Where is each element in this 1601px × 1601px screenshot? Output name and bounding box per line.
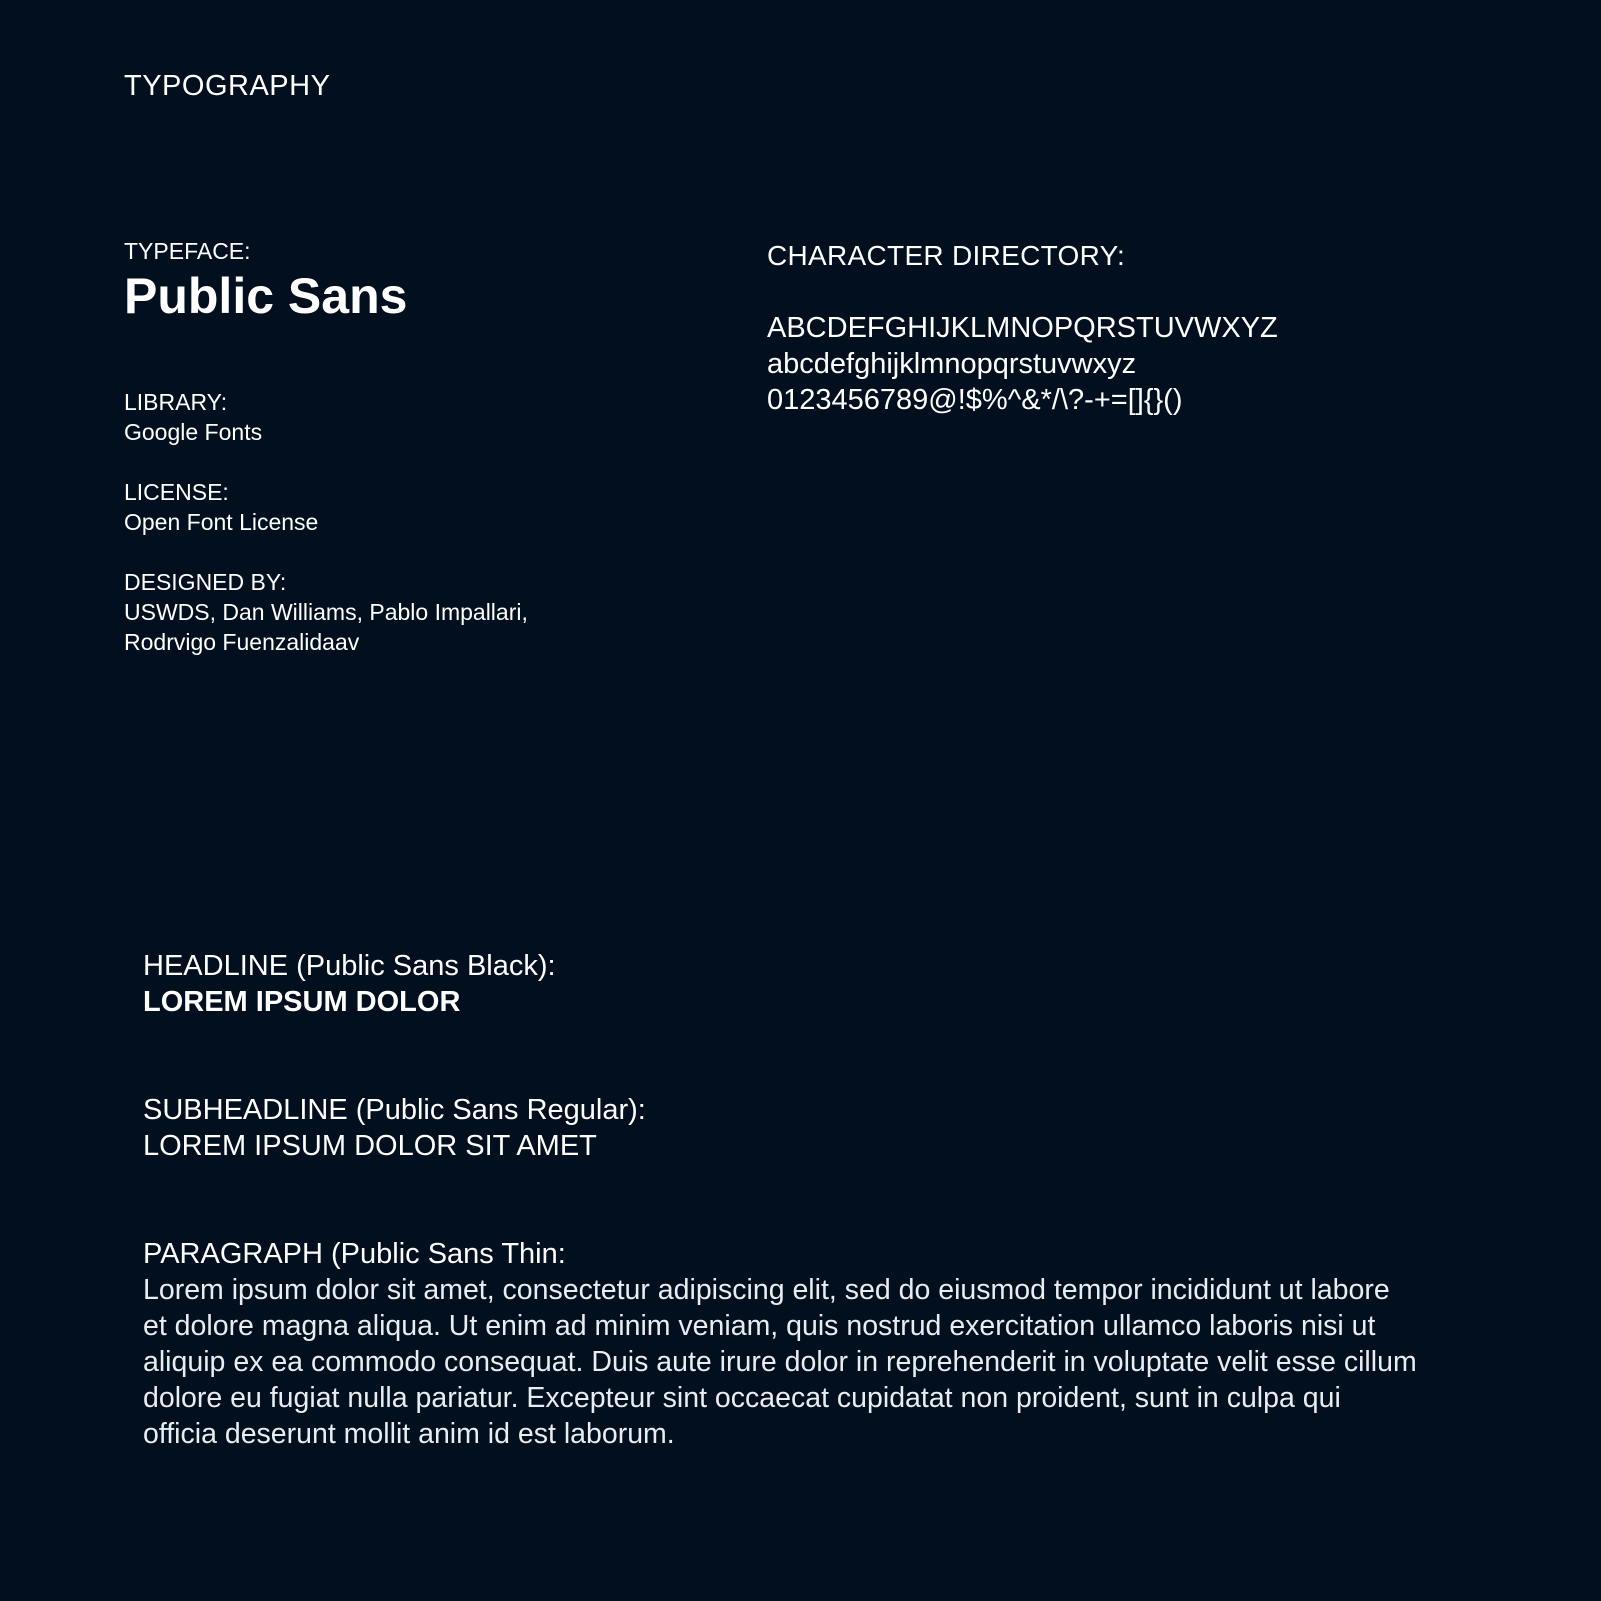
paragraph-sample: Lorem ipsum dolor sit amet, consectetur adipiscing elit, sed do eiusmod tempor incididunt ut labore et dolore magna aliqua. Ut enim ad minim veniam, quis nostrud exercitation ullamco laboris nisi ut aliquip ex ea commodo consequat. Duis aute irure dolor in reprehenderit in voluptate velit esse cillum dolore eu fugiat nulla pariatur. Excepteur sint occaecat cupidatat non proident, sunt in culpa qui officia deserunt mollit anim id est laborum. <box>143 1274 1417 1450</box>
character-directory-title: CHARACTER DIRECTORY: <box>767 240 1126 271</box>
headline-sample-block <box>143 948 556 1020</box>
designed-by-label: DESIGNED BY: <box>124 569 287 595</box>
paragraph-label: PARAGRAPH (Public Sans Thin: <box>143 1238 566 1270</box>
headline-label: HEADLINE (Public Sans Black): <box>143 950 556 982</box>
library-block <box>124 387 262 447</box>
library-value: Google Fonts <box>124 419 263 445</box>
section-title: TYPOGRAPHY <box>124 70 331 102</box>
designed-by-line-1: USWDS, Dan Williams, Pablo Impallari, <box>124 599 528 625</box>
numeric-symbol-characters: 0123456789@!$%^&*/\?-+=[]{}() <box>767 384 1183 416</box>
subheadline-sample: LOREM IPSUM DOLOR SIT AMET <box>143 1130 597 1162</box>
lowercase-characters: abcdefghijklmnopqrstuvwxyz <box>767 348 1137 380</box>
designed-by-block <box>124 567 528 657</box>
paragraph-sample-block <box>143 1236 1523 1452</box>
character-directory <box>767 310 1278 418</box>
subheadline-sample-block <box>143 1092 646 1164</box>
library-label: LIBRARY: <box>124 389 228 415</box>
typeface-name: Public Sans <box>124 268 408 324</box>
uppercase-characters: ABCDEFGHIJKLMNOPQRSTUVWXYZ <box>767 312 1278 344</box>
license-value: Open Font License <box>124 509 319 535</box>
headline-sample: LOREM IPSUM DOLOR <box>143 986 461 1018</box>
designed-by-line-2: Rodrvigo Fuenzalidaav <box>124 629 360 655</box>
typeface-block <box>124 236 407 326</box>
subheadline-label: SUBHEADLINE (Public Sans Regular): <box>143 1094 646 1126</box>
license-block <box>124 477 318 537</box>
license-label: LICENSE: <box>124 479 229 505</box>
typeface-label: TYPEFACE: <box>124 238 251 264</box>
